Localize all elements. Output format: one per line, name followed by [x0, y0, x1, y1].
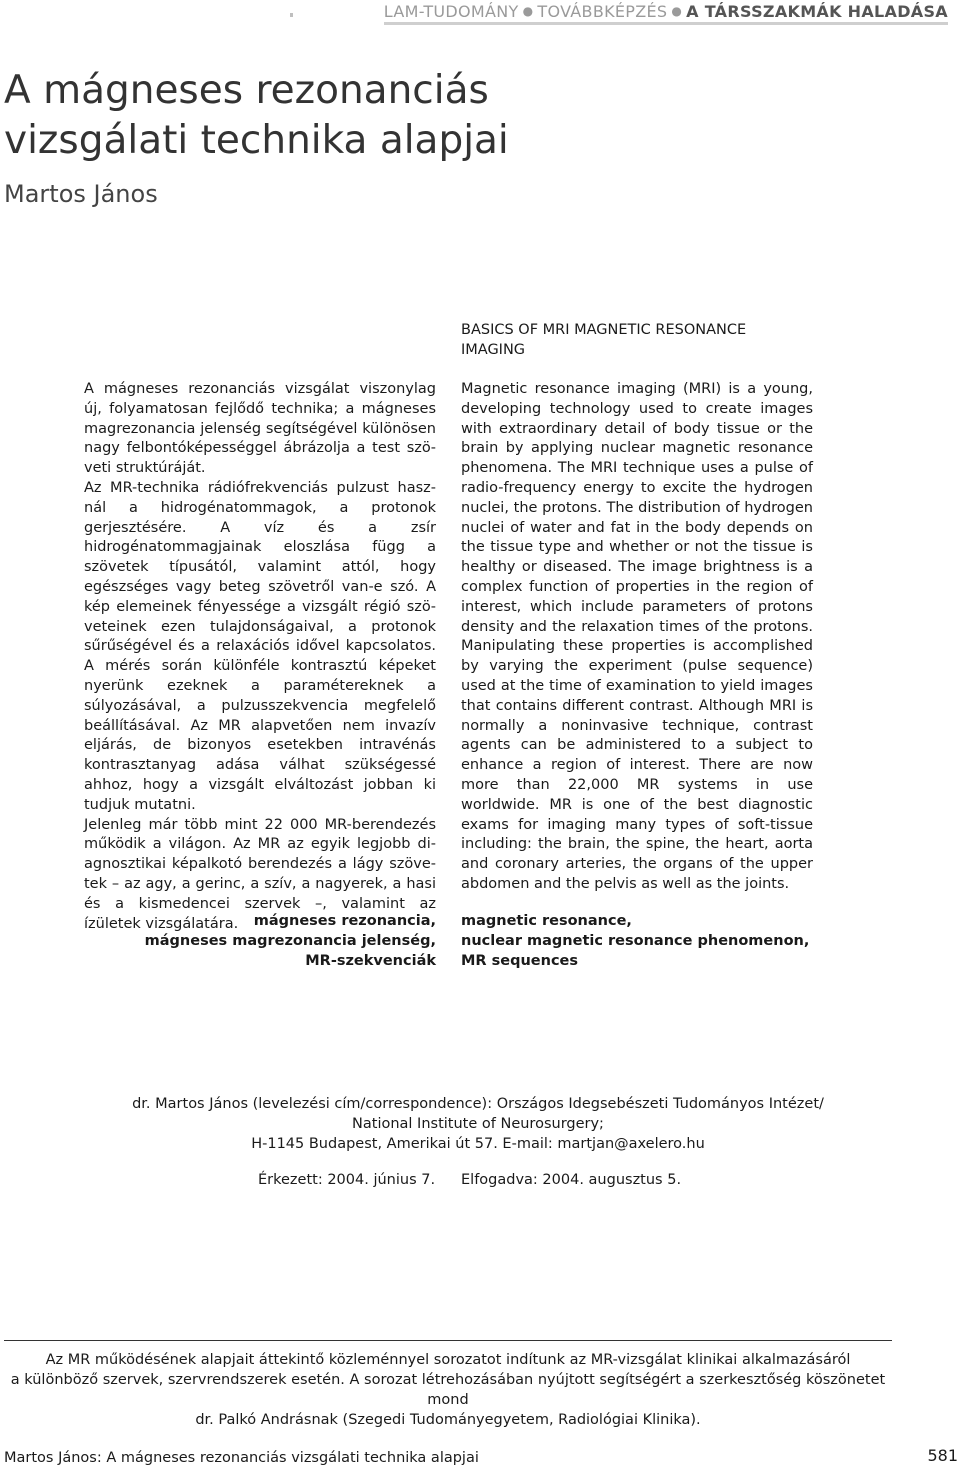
- bullet-icon: ●: [522, 4, 534, 18]
- journal-section-label: [384, 2, 948, 25]
- received-date: Érkezett: 2004. június 7.: [258, 1172, 436, 1188]
- keywords-hungarian: [84, 911, 436, 971]
- keyword-hu-2: mágneses magrezonancia jelenség,: [144, 933, 436, 949]
- abstract-hu-paragraph-3: Jelenleg már több mint 22 000 MR-berendezés működik a világon. Az MR az egyik legjobb diagnosztikai képalkotó berendezés a lágy szövetek – az agy, a gerinc, a szív, a nagyerek, a hasi és a kismedencei szervek –, valamint az ízületek vizsgálatára.: [84, 816, 436, 932]
- english-title: [461, 320, 813, 360]
- keyword-hu-1: mágneses rezonancia,: [253, 913, 436, 929]
- header-section-3: A TÁRSSZAKMÁK HALADÁSA: [686, 2, 948, 21]
- english-title-line-1: BASICS OF MRI MAGNETIC RESONANCE: [461, 322, 747, 338]
- footnote-line-3: dr. Palkó Andrásnak (Szegedi Tudományegyetem, Radiológiai Klinika).: [195, 1412, 701, 1428]
- abstract-hu-paragraph-1: A mágneses rezonanciás vizsgálat viszonylag új, folyamatosan fejlődő technika; a mágneses magrezonancia jelenség segítségével különösen nagy felbontóképességgel ábrázolja a test szöveti struktúráját.: [84, 381, 436, 477]
- abstract-hungarian: [84, 380, 436, 934]
- header-section-2: TOVÁBBKÉPZÉS: [537, 2, 668, 21]
- english-title-line-2: IMAGING: [461, 342, 526, 358]
- article-title: [4, 66, 704, 166]
- correspondence-line-1: dr. Martos János (levelezési cím/correspondence): Országos Idegsebészeti Tudományos Intézet/: [132, 1096, 824, 1112]
- keyword-en-3: MR sequences: [461, 953, 579, 969]
- article-title-line-2: vizsgálati technika alapjai: [4, 118, 509, 163]
- bullet-icon: ●: [671, 4, 683, 18]
- footnote-line-2: a különböző szervek, szervrendszerek esetén. A sorozat létrehozásában nyújtott segítségért a szerkesztőség köszönetet mond: [10, 1372, 886, 1408]
- abstract-hu-paragraph-2: Az MR-technika rádiófrekvenciás pulzust használ a hidrogénatommagok, a protonok gerjesztésére. A víz és a zsír hidrogénatommagjainak eloszlása függ a szövetek típusától, valamint attól, hogy egészséges vagy beteg szövetről van-e szó. A kép elemeinek fényessége a vizsgált régió szöveteinek ezen tulajdonságaival, a protonok sűrűségével és a relaxációs idővel kapcsolatos. A mérés során különféle kontrasztú képeket nyerünk ezeknek a paramétereknek a súlyozásával, a pulzusszekvencia megfelelő beállításával. Az MR alapvetően nem invazív eljárás, de bizonyos esetekben intravénás kontrasztanyag adása válhat szükségessé ahhoz, hogy a vizsgált elváltozást jobban ki tudjuk mutatni.: [84, 479, 436, 813]
- keyword-hu-3: MR-szekvenciák: [305, 953, 436, 969]
- header-section-1: LAM-TUDOMÁNY: [383, 2, 519, 21]
- accepted-date: Elfogadva: 2004. augusztus 5.: [461, 1172, 682, 1188]
- running-footer: Martos János: A mágneses rezonanciás vizsgálati technika alapjai: [4, 1450, 479, 1466]
- article-title-line-1: A mágneses rezonanciás: [4, 68, 489, 113]
- keyword-en-1: magnetic resonance,: [461, 913, 632, 929]
- footnote: [4, 1350, 892, 1430]
- correspondence-address: [84, 1094, 872, 1154]
- keyword-en-2: nuclear magnetic resonance phenomenon,: [461, 933, 810, 949]
- article-author: Martos János: [4, 180, 158, 208]
- header-rule-left: [290, 13, 293, 17]
- footnote-line-1: Az MR működésének alapjait áttekintő közleménnyel sorozatot indítunk az MR-vizsgálat klinikai alkalmazásáról: [45, 1352, 851, 1368]
- abstract-english: [461, 380, 813, 895]
- correspondence-line-3: H-1145 Budapest, Amerikai út 57. E-mail: martjan@axelero.hu: [251, 1136, 705, 1152]
- correspondence-line-2: National Institute of Neurosurgery;: [352, 1116, 604, 1132]
- page-number: 581: [927, 1446, 958, 1465]
- journal-header: [290, 2, 952, 26]
- abstract-en-paragraph: Magnetic resonance imaging (MRI) is a young, developing technology used to create images with extraordinary detail of body tissue or the brain by applying nuclear magnetic resonance phenomena. The MRI technique uses a pulse of radio-frequency energy to excite the hydrogen nuclei, the protons. The distribution of hydrogen nuclei of water and fat in the body depends on the tissue type and whether or not the tissue is healthy or diseased. The image brightness is a complex function of properties in the region of interest, which include parameters of protons density and the relaxation times of the protons. Manipulating these properties is accomplished by varying the experiment (pulse sequence) used at the time of examination to yield images that contains different contrast. Although MRI is normally a noninvasive technique, contrast agents can be administered to a subject to enhance a region of interest. There are now more than 22,000 MR systems in use worldwide. MR is one of the best diagnostic exams for imaging many types of soft-tissue including: the brain, the spine, the heart, aorta and coronary arteries, the organs of the upper abdomen and the pelvis as well as the joints.: [461, 381, 813, 892]
- keywords-english: [461, 911, 861, 971]
- footnote-divider: [4, 1340, 892, 1341]
